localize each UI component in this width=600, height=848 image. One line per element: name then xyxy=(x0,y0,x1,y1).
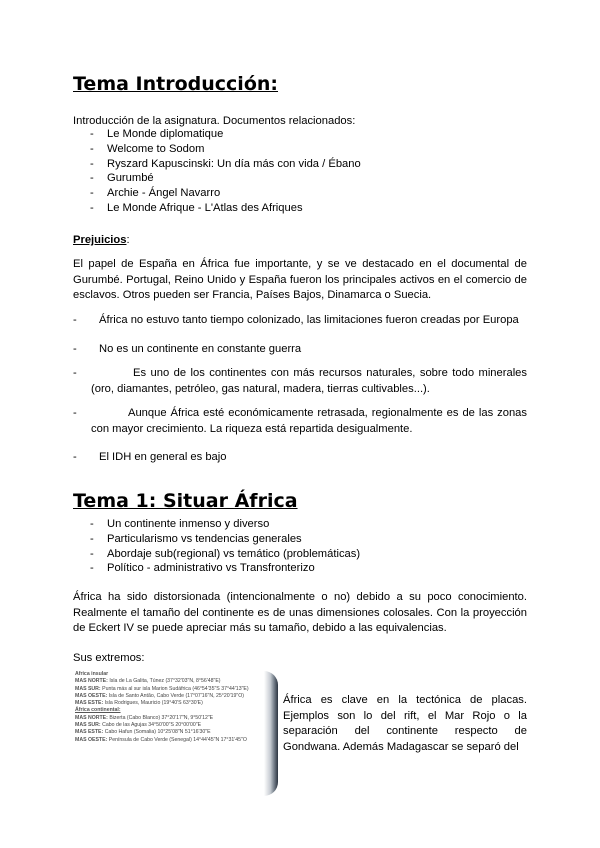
list-item: - Abordaje sub(regional) vs temático (problemáticas) xyxy=(90,547,361,560)
list-item: - Ryszard Kapuscinski: Un día más con vida / Ébano xyxy=(90,157,361,170)
prejuicio-point: - Aunque África esté económicamente retrasada, regionalmente es de las zonas con mayor crecimiento. La riqueza está repartida desigualmente. xyxy=(73,407,527,435)
tectonica-paragraph: África es clave en la tectónica de placas. Ejemplos son lo del rift, el Mar Rojo o la separación del continente respecto de Gondwana. Además Madagascar se separó del xyxy=(283,694,527,753)
table-row: MAS SUR: Cabo de las Agujas 34°50'00"S 20°00'00"E xyxy=(75,722,202,729)
prejuicio-point: - África no estuvo tanto tiempo colonizado, las limitaciones fueron creadas por Europa xyxy=(73,314,519,326)
table-row: MAS NORTE: Isla de La Galita, Túnez (37°32'03"N, 8°56'48"E) xyxy=(75,678,221,685)
table-row: MAS ESTE: Cabo Hafun (Somalia) 10°25'08"N 51°16'30"E xyxy=(75,729,211,736)
prejuicios-heading: Prejuicios: xyxy=(73,234,130,246)
globe-edge-graphic xyxy=(264,671,278,796)
list-item: - Gurumbé xyxy=(90,172,154,185)
table-header-insular: África insular xyxy=(75,671,109,677)
table-row: MAS OESTE: Isla de Santo Antão, Cabo Verde (17°07'16"N, 25°20'19"O) xyxy=(75,692,245,699)
tema1-paragraph: África ha sido distorsionada (intencionalmente o no) debido a su poco conocimiento. Realmente el tamaño del continente es de unas dimensiones colosales. Con la proyección de Eckert IV se puede apreciar más su tamaño, debido a las equivalencias. xyxy=(73,591,527,634)
list-item: - Político - administrativo vs Transfronterizo xyxy=(90,562,315,575)
docs-intro-text: Introducción de la asignatura. Documentos relacionados: xyxy=(73,115,356,127)
docs-list xyxy=(90,127,361,216)
list-item: - Un continente inmenso y diverso xyxy=(90,518,270,530)
section-title-tema1: Tema 1: Situar África xyxy=(73,490,298,512)
prejuicios-label: Prejuicios xyxy=(73,234,127,246)
table-row: MAS SUR: Punta más al sur isla Marion Sudáfrica (46°54'35"S 37°44'13"E) xyxy=(75,685,249,692)
prejuicio-point: - Es uno de los continentes con más recursos naturales, sobre todo minerales (oro, diamantes, petróleo, gas natural, madera, tierras cultivables...). xyxy=(73,367,527,395)
list-item: - Archie - Ángel Navarro xyxy=(90,187,221,200)
table-row: MAS NORTE: Bizerta (Cabo Blanco) 37°20'17"N, 9°50'12"E xyxy=(75,714,214,721)
extremos-label: Sus extremos: xyxy=(73,652,145,664)
list-item: - Le Monde diplomatique xyxy=(90,128,224,140)
prejuicio-point: - No es un continente en constante guerra xyxy=(73,343,302,355)
prejuicio-point: - El IDH en general es bajo xyxy=(73,451,227,463)
table-header-continental: África continental: xyxy=(75,707,121,714)
table-row: MAS OESTE: Península de Cabo Verde (Senegal) 14°44'45"N 17°31'45"O xyxy=(75,736,247,743)
list-item: - Le Monde Afrique - L'Atlas des Afriques xyxy=(90,201,303,214)
tema1-list xyxy=(90,517,360,576)
table-row: MAS ESTE: Isla Rodrigues, Mauricio (19°40'S 63°30'E) xyxy=(75,700,203,707)
extremes-table-image xyxy=(73,671,273,796)
prejuicios-paragraph: El papel de España en África fue importante, y se ve destacado en el documental de Gurumbé. Portugal, Reino Unido y España fueron los principales activos en el comercio de esclavos. Otros pueden ser Francia, Países Bajos, Dinamarca o Suecia. xyxy=(73,258,527,301)
list-item: - Particularismo vs tendencias generales xyxy=(90,532,302,545)
section-title-intro: Tema Introducción: xyxy=(73,73,279,95)
list-item: - Welcome to Sodom xyxy=(90,142,205,155)
